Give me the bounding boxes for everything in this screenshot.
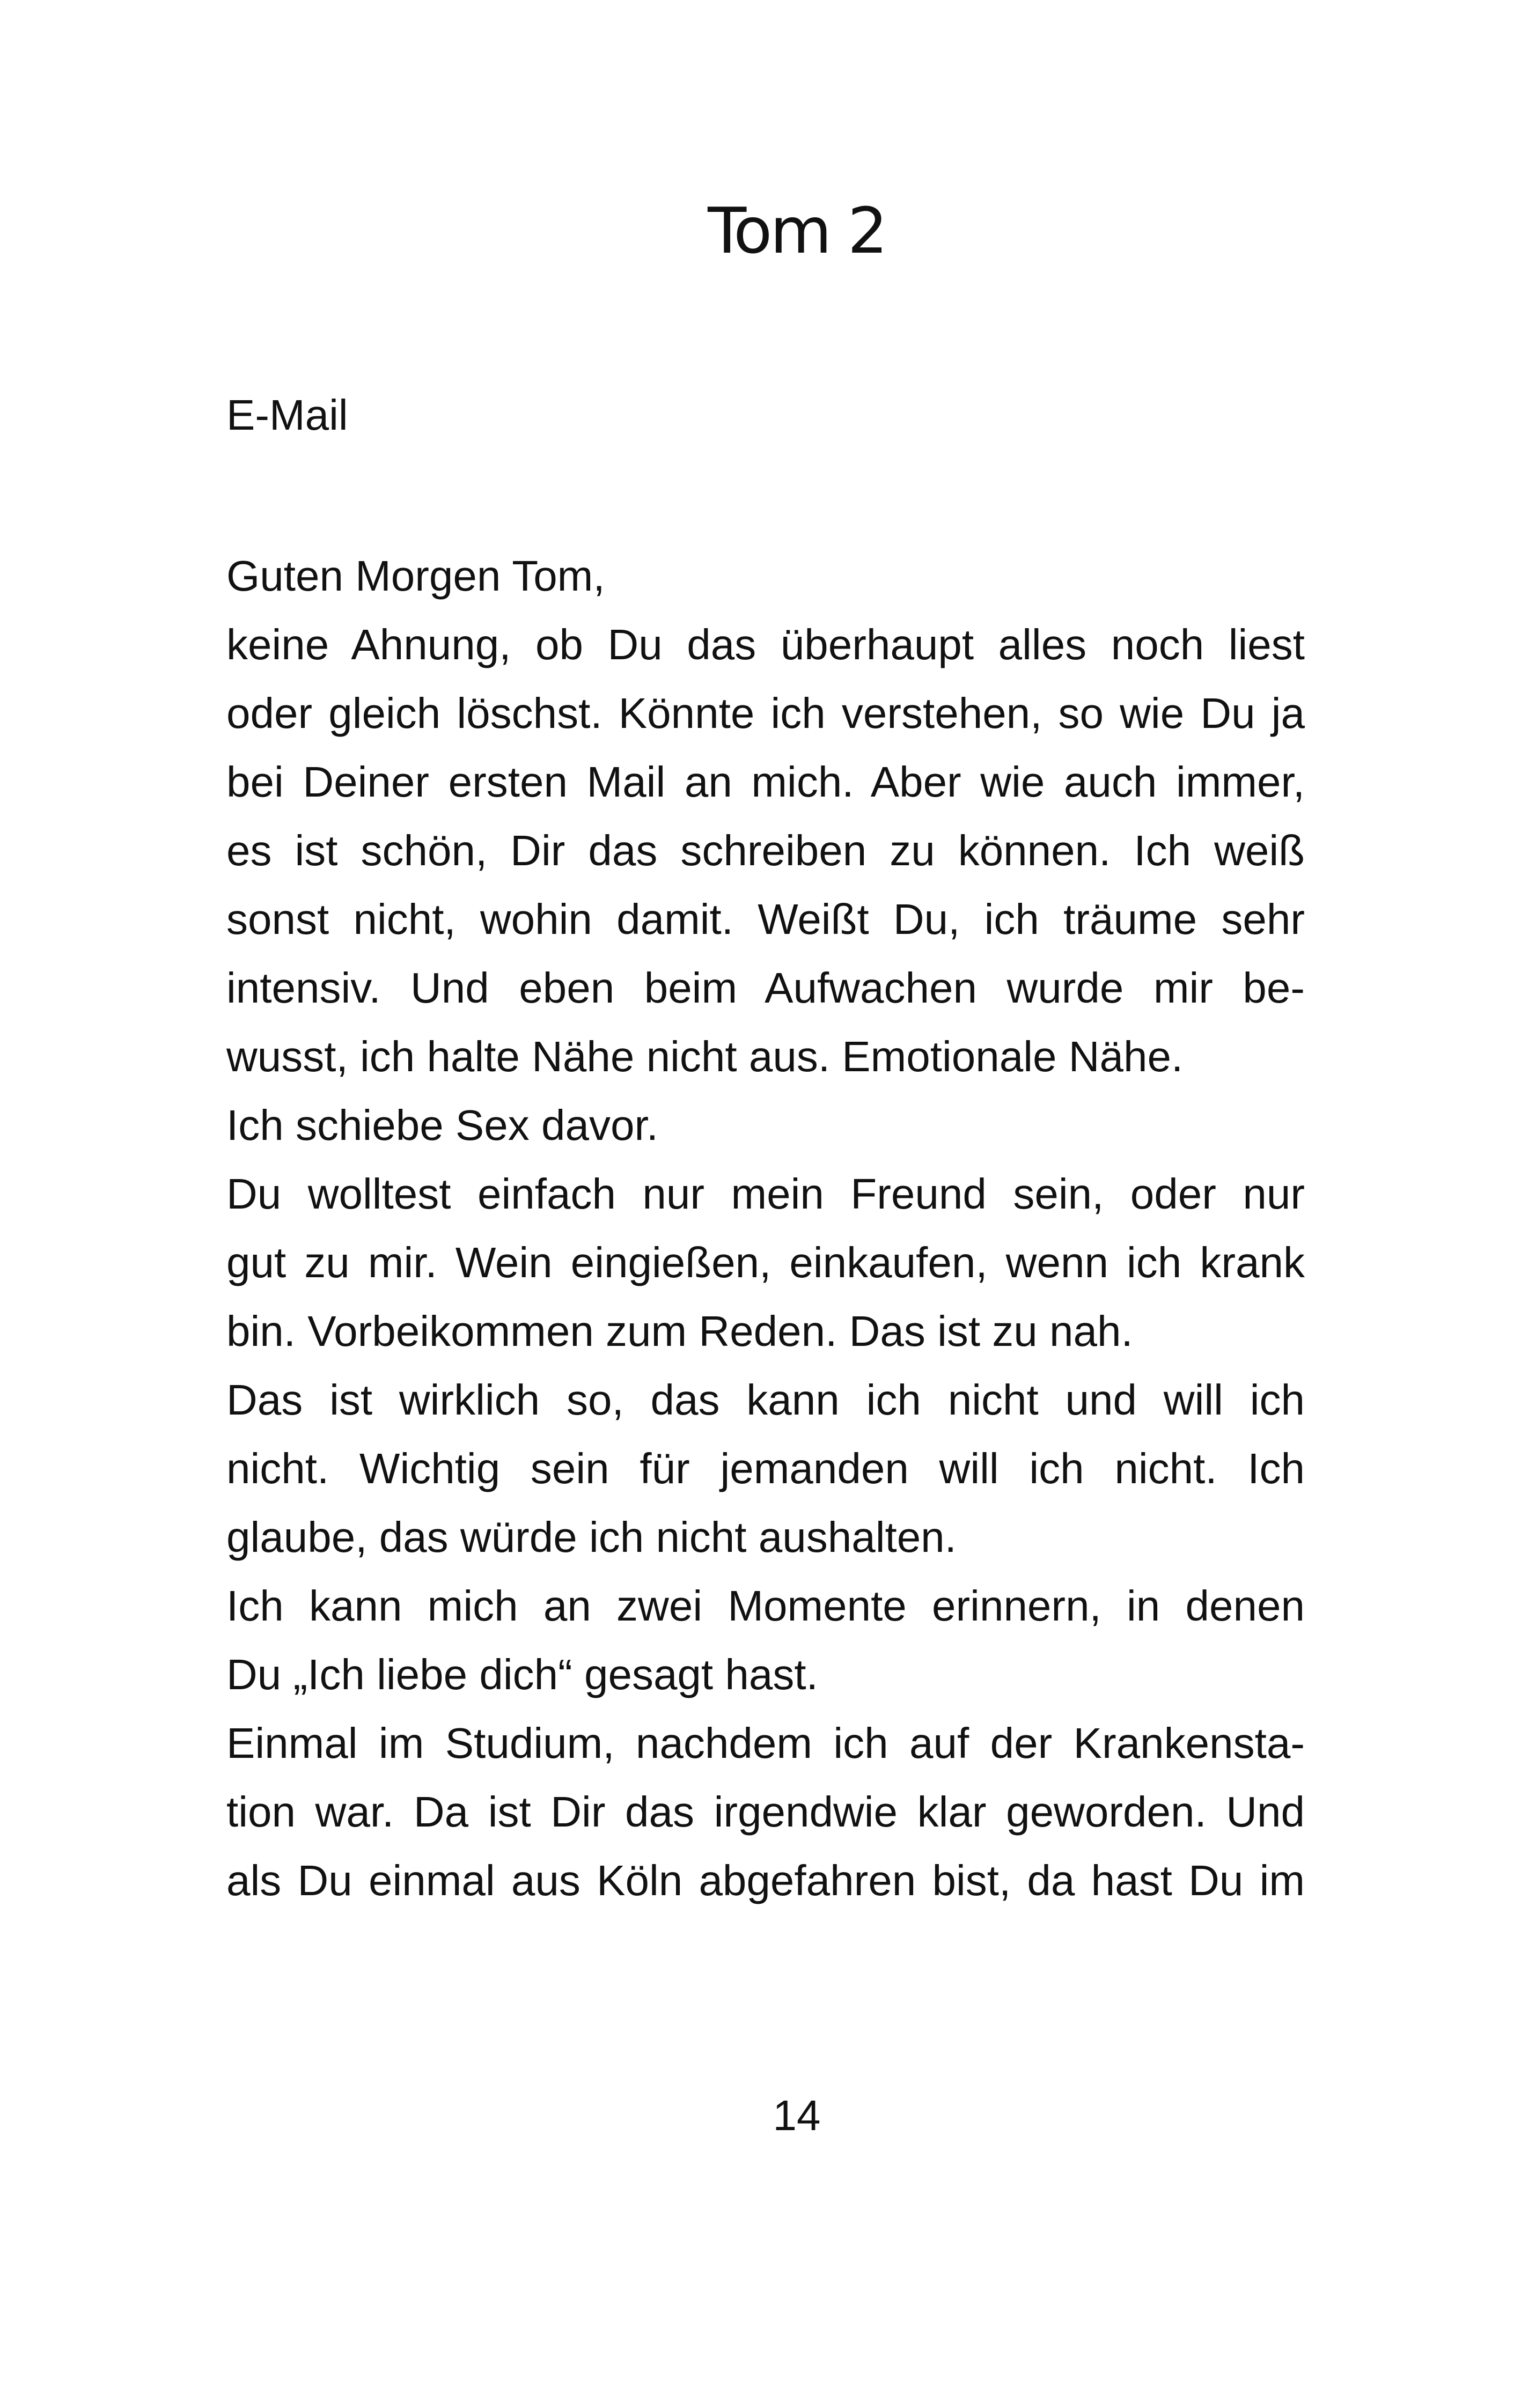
text-line: Du wolltest einfach nur mein Freund sein, oder nur <box>226 1170 1305 1218</box>
text-line: als Du einmal aus Köln abgefahren bist, da hast Du im <box>226 1857 1305 1904</box>
text-line: Du „Ich liebe dich“ gesagt hast. <box>226 1651 818 1698</box>
page-number: 14 <box>773 2092 821 2139</box>
email-body <box>226 542 1305 1915</box>
text-line: bei Deiner ersten Mail an mich. Aber wie auch immer, <box>226 758 1305 806</box>
text-line: intensiv. Und eben beim Aufwachen wurde mir be- <box>226 964 1305 1012</box>
section-label: E-Mail <box>226 391 348 439</box>
text-line: Ich kann mich an zwei Momente erinnern, in denen <box>226 1582 1305 1630</box>
text-line: keine Ahnung, ob Du das überhaupt alles noch liest <box>226 621 1305 668</box>
text-line: wusst, ich halte Nähe nicht aus. Emotionale Nähe. <box>226 1033 1184 1080</box>
text-line: Guten Morgen Tom, <box>226 552 605 600</box>
text-line: es ist schön, Dir das schreiben zu können. Ich weiß <box>226 827 1305 874</box>
text-line: Das ist wirklich so, das kann ich nicht und will ich <box>226 1376 1305 1424</box>
chapter-title: Tom 2 <box>708 194 886 268</box>
text-line: oder gleich löschst. Könnte ich verstehen, so wie Du ja <box>226 689 1305 737</box>
text-line: bin. Vorbeikommen zum Reden. Das ist zu nah. <box>226 1307 1133 1355</box>
text-line: gut zu mir. Wein eingießen, einkaufen, wenn ich krank <box>226 1239 1305 1286</box>
text-line: Einmal im Studium, nachdem ich auf der Krankensta- <box>226 1719 1305 1767</box>
text-line: nicht. Wichtig sein für jemanden will ich nicht. Ich <box>226 1445 1305 1492</box>
text-line: glaube, das würde ich nicht aushalten. <box>226 1513 957 1561</box>
text-line: sonst nicht, wohin damit. Weißt Du, ich träume sehr <box>226 895 1305 943</box>
text-line: Ich schiebe Sex davor. <box>226 1101 658 1149</box>
text-line: tion war. Da ist Dir das irgendwie klar geworden. Und <box>226 1788 1305 1836</box>
